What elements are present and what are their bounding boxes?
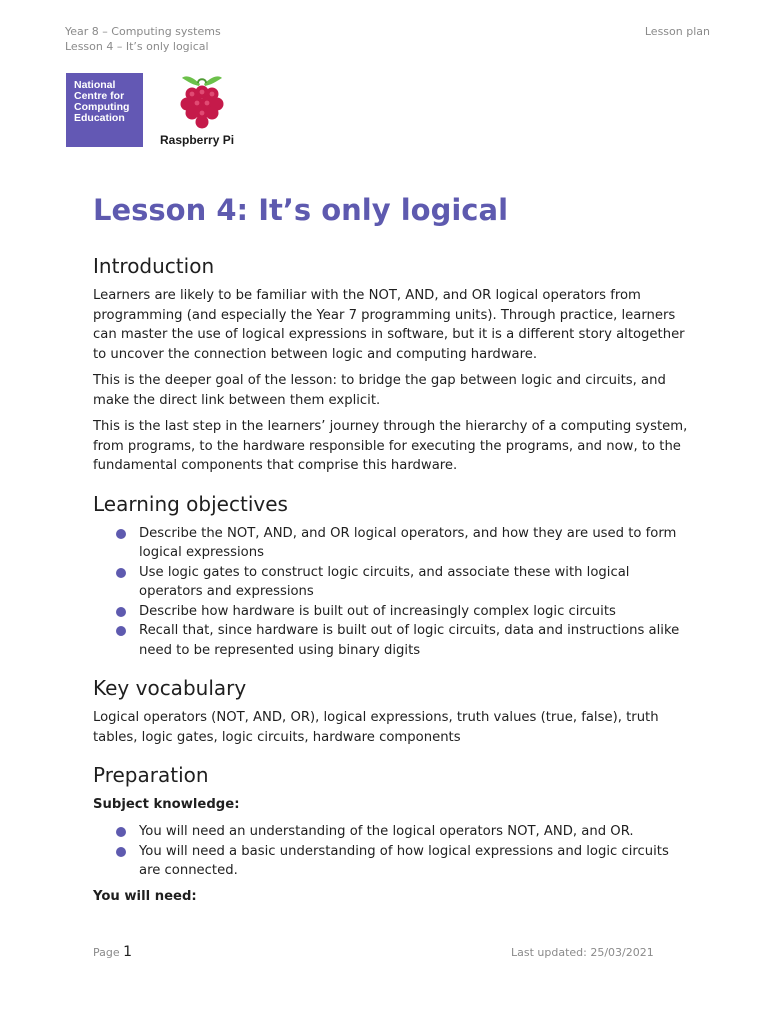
last-updated: Last updated: 25/03/2021 bbox=[511, 946, 654, 959]
bullet-icon bbox=[116, 607, 126, 617]
list-item-text: Describe the NOT, AND, and OR logical operators, and how they are used to form logical expressions bbox=[139, 525, 677, 560]
list-item-text: Describe how hardware is built out of increasingly complex logic circuits bbox=[139, 603, 616, 619]
section-heading: Preparation bbox=[93, 763, 209, 787]
ncce-logo-line: National bbox=[74, 79, 116, 91]
page-number-value: 1 bbox=[123, 944, 133, 960]
raspberry-pi-wordmark: Raspberry Pi bbox=[160, 133, 235, 147]
running-header-left bbox=[65, 24, 221, 54]
list-item bbox=[93, 524, 693, 563]
you-will-need-label: You will need: bbox=[93, 888, 197, 904]
raspberry-icon bbox=[176, 72, 228, 130]
bullet-icon bbox=[116, 847, 126, 857]
paragraph: Learners are likely to be familiar with the NOT, AND, and OR logical operators from programming (and especially the Year 7 programming units). Through practice, learners can master the use of logical expressions in software, but it is a different story altogether to uncover the connection between logic and computing hardware. bbox=[93, 288, 685, 362]
page-title: Lesson 4: It’s only logical bbox=[93, 193, 509, 227]
list-item bbox=[93, 563, 693, 602]
section-heading: Learning objectives bbox=[93, 491, 288, 516]
list-item bbox=[93, 822, 693, 842]
preparation-list bbox=[93, 822, 693, 881]
running-header-right bbox=[645, 24, 710, 39]
paragraph: This is the deeper goal of the lesson: to bridge the gap between logic and circuits, and make the direct link between them explicit. bbox=[93, 373, 666, 408]
page-label: Page bbox=[93, 946, 120, 959]
header-doc-type: Lesson plan bbox=[644, 25, 710, 38]
paragraph: This is the last step in the learners’ journey through the hierarchy of a computing system, from programs, to the hardware responsible for executing the programs, and now, to the fundamental components that comprise this hardware. bbox=[93, 419, 688, 473]
ncce-logo-line: Education bbox=[74, 112, 125, 124]
preparation-section bbox=[93, 761, 693, 904]
ncce-logo bbox=[66, 73, 143, 147]
header-lesson: Lesson 4 – It’s only logical bbox=[65, 40, 209, 53]
vocabulary-section bbox=[93, 674, 693, 747]
section-heading: Key vocabulary bbox=[93, 676, 247, 700]
objectives-section bbox=[93, 490, 693, 661]
bullet-icon bbox=[116, 529, 126, 539]
list-item-text: You will need a basic understanding of how logical expressions and logic circuits are connected. bbox=[139, 843, 669, 878]
bullet-icon bbox=[116, 568, 126, 578]
objectives-list bbox=[93, 524, 693, 661]
list-item bbox=[93, 602, 693, 622]
page-number bbox=[93, 944, 132, 960]
ncce-logo-line: Centre for bbox=[74, 90, 125, 102]
section-heading: Introduction bbox=[93, 254, 215, 278]
subject-knowledge-label: Subject knowledge: bbox=[93, 797, 240, 812]
list-item-text: You will need an understanding of the logical operators NOT, AND, and OR. bbox=[139, 824, 634, 839]
introduction-section bbox=[93, 252, 693, 476]
list-item-text: Use logic gates to construct logic circuits, and associate these with logical operators and expressions bbox=[139, 564, 630, 599]
raspberry-pi-logo bbox=[160, 72, 244, 152]
list-item bbox=[93, 621, 693, 660]
paragraph: Logical operators (NOT, AND, OR), logical expressions, truth values (true, false), truth tables, logic gates, logic circuits, hardware components bbox=[93, 710, 659, 745]
bullet-icon bbox=[116, 827, 126, 837]
header-course: Year 8 – Computing systems bbox=[65, 25, 221, 38]
document-body bbox=[93, 190, 693, 918]
bullet-icon bbox=[116, 626, 126, 636]
list-item bbox=[93, 842, 693, 881]
list-item-text: Recall that, since hardware is built out of logic circuits, data and instructions alike need to be represented using binary digits bbox=[139, 623, 680, 658]
ncce-logo-line: Computing bbox=[74, 101, 130, 113]
